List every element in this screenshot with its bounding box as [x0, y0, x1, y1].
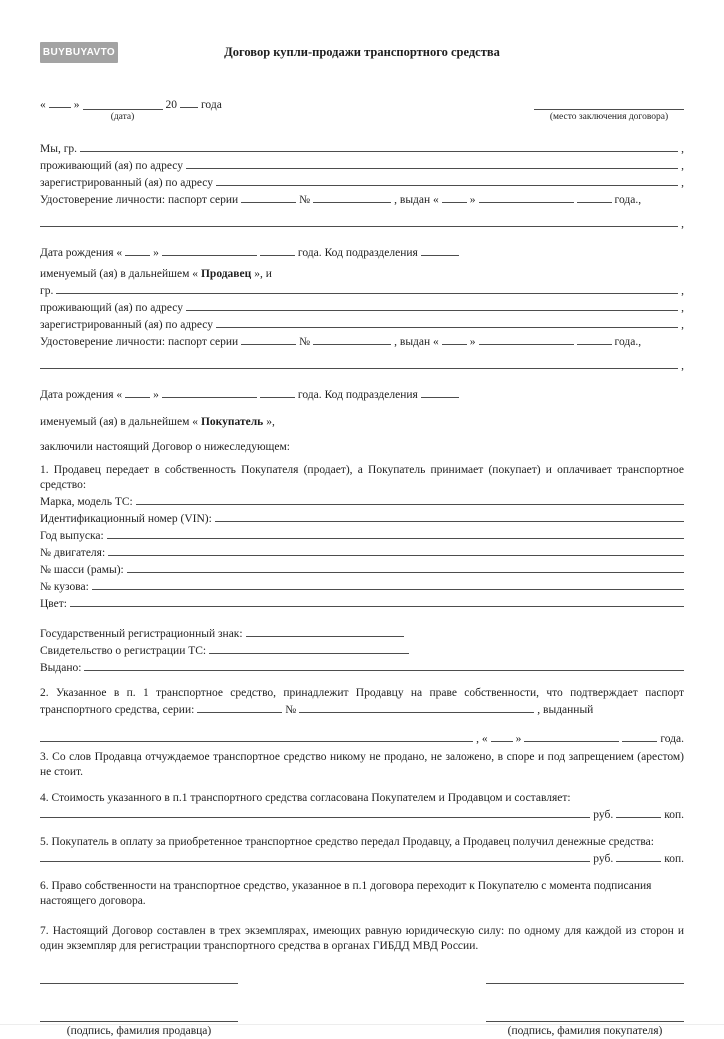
- color-label: Цвет:: [40, 598, 67, 610]
- birth-day-blank: [125, 386, 150, 398]
- issued-month-blank: [479, 191, 574, 203]
- clause-5: [40, 835, 684, 867]
- birth-year-blank: [260, 244, 295, 256]
- issued-day-blank: [442, 333, 467, 345]
- seller-name-sign-blank: [40, 969, 238, 984]
- seller-passport-issuer-line: [40, 215, 684, 232]
- quote-close: »: [153, 389, 159, 401]
- issued-by-blank: [84, 659, 684, 671]
- rub-label: руб.: [593, 853, 614, 865]
- pts-series-blank: [197, 701, 282, 713]
- clause-5-text: 5. Покупатель в оплату за приобретенное транспортное средство передал Продавцу, а Продавец получил денежные средства:: [40, 836, 654, 848]
- we-gr-label: Мы, гр.: [40, 143, 78, 155]
- day-blank: [49, 96, 71, 108]
- passport-series-blank: [241, 191, 296, 203]
- buyer-residing-line: [40, 299, 684, 316]
- seller-name-line: [40, 140, 684, 157]
- issuer-blank: [40, 215, 678, 227]
- buyer-passport-line: [40, 333, 684, 350]
- rub-label: руб.: [593, 809, 614, 821]
- hereinafter-buyer-line: [40, 415, 684, 430]
- year-line: [40, 527, 684, 544]
- date-place-row: [40, 96, 684, 122]
- residing-blank: [186, 299, 678, 311]
- seller-registered-line: [40, 174, 684, 191]
- quote-open: «: [40, 99, 46, 111]
- year-blank: [180, 96, 198, 108]
- amount-blank: [40, 806, 590, 818]
- clause-2-date-line: [40, 730, 684, 747]
- quote-close: »: [469, 194, 476, 206]
- make-model-line: [40, 493, 684, 510]
- kop-blank: [616, 806, 661, 818]
- clause-3: 3. Со слов Продавца отчуждаемое транспортное средство никому не продано, не заложено, в споре и под запрещением (арестом) не стоит.: [40, 751, 684, 778]
- residing-blank: [186, 157, 678, 169]
- birth-label: Дата рождения «: [40, 247, 123, 259]
- cert-label: Свидетельство о регистрации ТС:: [40, 645, 207, 657]
- issuer-blank: [40, 357, 678, 369]
- seller-signature-column: [40, 969, 238, 1039]
- concluded-line: [40, 440, 684, 455]
- after-seller-label: », и: [254, 268, 272, 280]
- issued-day-blank: [442, 191, 467, 203]
- comma: ,: [681, 360, 684, 372]
- unit-code-blank: [421, 386, 459, 398]
- clause-2: [40, 686, 684, 718]
- engine-label: № двигателя:: [40, 547, 106, 559]
- pts-day-blank: [491, 730, 513, 742]
- seller-signature-blank: [40, 1007, 238, 1022]
- place-blank: [534, 98, 684, 122]
- pts-month-blank: [524, 730, 619, 742]
- clause-6: 6. Право собственности на транспортное средство, указанное в п.1 договора переходит к Покупателю с момента подписания настоящего договора.: [40, 880, 652, 907]
- buyer-name-blank: [56, 282, 678, 294]
- date-caption: (дата): [110, 112, 135, 122]
- place-line: [534, 98, 684, 122]
- seller-residing-line: [40, 157, 684, 174]
- kop-blank: [616, 850, 661, 862]
- birth-day-blank: [125, 244, 150, 256]
- buybuyavto-logo: BUYBUYAVTO: [40, 42, 118, 63]
- signatures-row: [40, 969, 684, 1039]
- issued-year-blank: [577, 191, 612, 203]
- goda-label: года.: [297, 247, 322, 259]
- chassis-line: [40, 561, 684, 578]
- date-line: [40, 96, 222, 122]
- year-blank: [107, 527, 684, 539]
- number-sign: №: [285, 704, 297, 716]
- buyer-signature-caption: (подпись, фамилия покупателя): [507, 1025, 663, 1037]
- buyer-term: Покупатель: [200, 416, 264, 428]
- gr-label: гр.: [40, 285, 54, 297]
- birth-month-blank: [162, 386, 257, 398]
- engine-line: [40, 544, 684, 561]
- buyer-block: [40, 282, 684, 403]
- comma: ,: [681, 177, 684, 189]
- year-prefix: 20: [165, 99, 177, 111]
- buyer-name-line: [40, 282, 684, 299]
- kop-label: коп.: [664, 853, 684, 865]
- birth-label: Дата рождения «: [40, 389, 123, 401]
- document-header: [40, 42, 684, 64]
- registered-blank: [216, 316, 678, 328]
- residing-label: проживающий (ая) по адресу: [40, 160, 183, 172]
- issued-by-label: Выдано:: [40, 662, 82, 674]
- body-label: № кузова:: [40, 581, 89, 593]
- hereinafter-label: именуемый (ая) в дальнейшем «: [40, 416, 198, 428]
- issued-label: , выдан «: [394, 336, 439, 348]
- pts-issuer-blank: [40, 730, 473, 742]
- quote-close: »: [515, 733, 522, 745]
- seller-term: Продавец: [200, 268, 252, 280]
- seller-block: [40, 140, 684, 261]
- comma: ,: [681, 160, 684, 172]
- seller-birth-line: [40, 244, 684, 261]
- birth-month-blank: [162, 244, 257, 256]
- cert-line: [40, 642, 684, 659]
- registration-fields: [40, 625, 684, 676]
- engine-blank: [108, 544, 684, 556]
- buyer-signature-column: [486, 969, 684, 1039]
- comma: ,: [681, 218, 684, 230]
- passport-series-blank: [241, 333, 296, 345]
- vin-line: [40, 510, 684, 527]
- quote-close: »: [73, 99, 80, 111]
- residing-label: проживающий (ая) по адресу: [40, 302, 183, 314]
- make-model-blank: [136, 493, 684, 505]
- registered-blank: [216, 174, 678, 186]
- registered-label: зарегистрированный (ая) по адресу: [40, 319, 213, 331]
- amount-blank: [40, 850, 590, 862]
- seller-signature-caption: (подпись, фамилия продавца): [66, 1025, 212, 1037]
- issued-label: , выдан «: [394, 194, 439, 206]
- kop-label: коп.: [664, 809, 684, 821]
- clause-4-amount-line: [40, 806, 684, 823]
- document-title: Договор купли-продажи транспортного средства: [224, 45, 500, 59]
- vin-blank: [215, 510, 684, 522]
- clause-2-text: 2. Указанное в п. 1 транспортное средство, принадлежит Продавцу на праве собственности, что подтверждает паспорт транспортного средства, серии:: [40, 687, 684, 716]
- hereinafter-label: именуемый (ая) в дальнейшем «: [40, 268, 198, 280]
- goda-label: года.: [297, 389, 322, 401]
- passport-label: Удостоверение личности: паспорт серии: [40, 336, 239, 348]
- unit-code-label: Код подразделения: [324, 247, 418, 259]
- hereinafter-seller-line: [40, 267, 684, 282]
- goda-comma-label: года.,: [614, 336, 642, 348]
- clause-2-date-prefix: , «: [476, 733, 488, 745]
- passport-label: Удостоверение личности: паспорт серии: [40, 194, 239, 206]
- buyer-registered-line: [40, 316, 684, 333]
- cert-blank: [209, 642, 409, 654]
- buyer-birth-line: [40, 386, 684, 403]
- seller-passport-line: [40, 191, 684, 208]
- make-model-label: Марка, модель ТС:: [40, 496, 133, 508]
- chassis-blank: [127, 561, 684, 573]
- goda-comma-label: года.,: [614, 194, 642, 206]
- birth-year-blank: [260, 386, 295, 398]
- number-sign: №: [299, 336, 311, 348]
- plate-blank: [246, 625, 404, 637]
- comma: ,: [681, 143, 684, 155]
- year-suffix: года: [201, 99, 222, 111]
- color-blank: [70, 595, 684, 607]
- number-sign: №: [299, 194, 311, 206]
- goda-label: года.: [660, 733, 684, 745]
- quote-close: »: [469, 336, 476, 348]
- concluded-label: заключили настоящий Договор о нижеследующем:: [40, 441, 290, 453]
- issued-year-blank: [577, 333, 612, 345]
- buyer-passport-issuer-line: [40, 357, 684, 374]
- body-line: [40, 578, 684, 595]
- vin-label: Идентификационный номер (VIN):: [40, 513, 212, 525]
- clause-4-text: 4. Стоимость указанного в п.1 транспортного средства согласована Покупателем и Продавцом и составляет:: [40, 792, 571, 804]
- registered-label: зарегистрированный (ая) по адресу: [40, 177, 213, 189]
- pts-year-blank: [622, 730, 657, 742]
- passport-number-blank: [313, 333, 391, 345]
- unit-code-blank: [421, 244, 459, 256]
- plate-line: [40, 625, 684, 642]
- passport-number-blank: [313, 191, 391, 203]
- year-label: Год выпуска:: [40, 530, 104, 542]
- issued-by-line: [40, 659, 684, 676]
- clause-4: [40, 791, 684, 823]
- body-blank: [92, 578, 684, 590]
- buyer-name-sign-blank: [486, 969, 684, 984]
- buyer-signature-blank: [486, 1007, 684, 1022]
- clause-1: 1. Продавец передает в собственность Покупателя (продает), а Покупатель принимает (покупает) и оплачивает транспортное средство:: [40, 464, 684, 491]
- chassis-label: № шасси (рамы):: [40, 564, 124, 576]
- after-buyer-label: »,: [266, 416, 275, 428]
- clause-7: 7. Настоящий Договор составлен в трех экземплярах, имеющих равную юридическую силу: по одному для каждой из сторон и один экземпляр для регистрации транспортного средства в органах ГИБДД МВД России.: [40, 925, 684, 952]
- comma: ,: [681, 302, 684, 314]
- plate-label: Государственный регистрационный знак:: [40, 628, 243, 640]
- comma: ,: [681, 319, 684, 331]
- issued-month-blank: [479, 333, 574, 345]
- pts-number-blank: [299, 701, 534, 713]
- quote-close: »: [153, 247, 159, 259]
- unit-code-label: Код подразделения: [324, 389, 418, 401]
- clause-2-issued: , выданный: [537, 704, 594, 716]
- vehicle-fields: [40, 493, 684, 612]
- clause-5-amount-line: [40, 850, 684, 867]
- date-blank: [83, 98, 163, 122]
- comma: ,: [681, 285, 684, 297]
- seller-name-blank: [80, 140, 678, 152]
- place-caption: (место заключения договора): [549, 112, 669, 122]
- color-line: [40, 595, 684, 612]
